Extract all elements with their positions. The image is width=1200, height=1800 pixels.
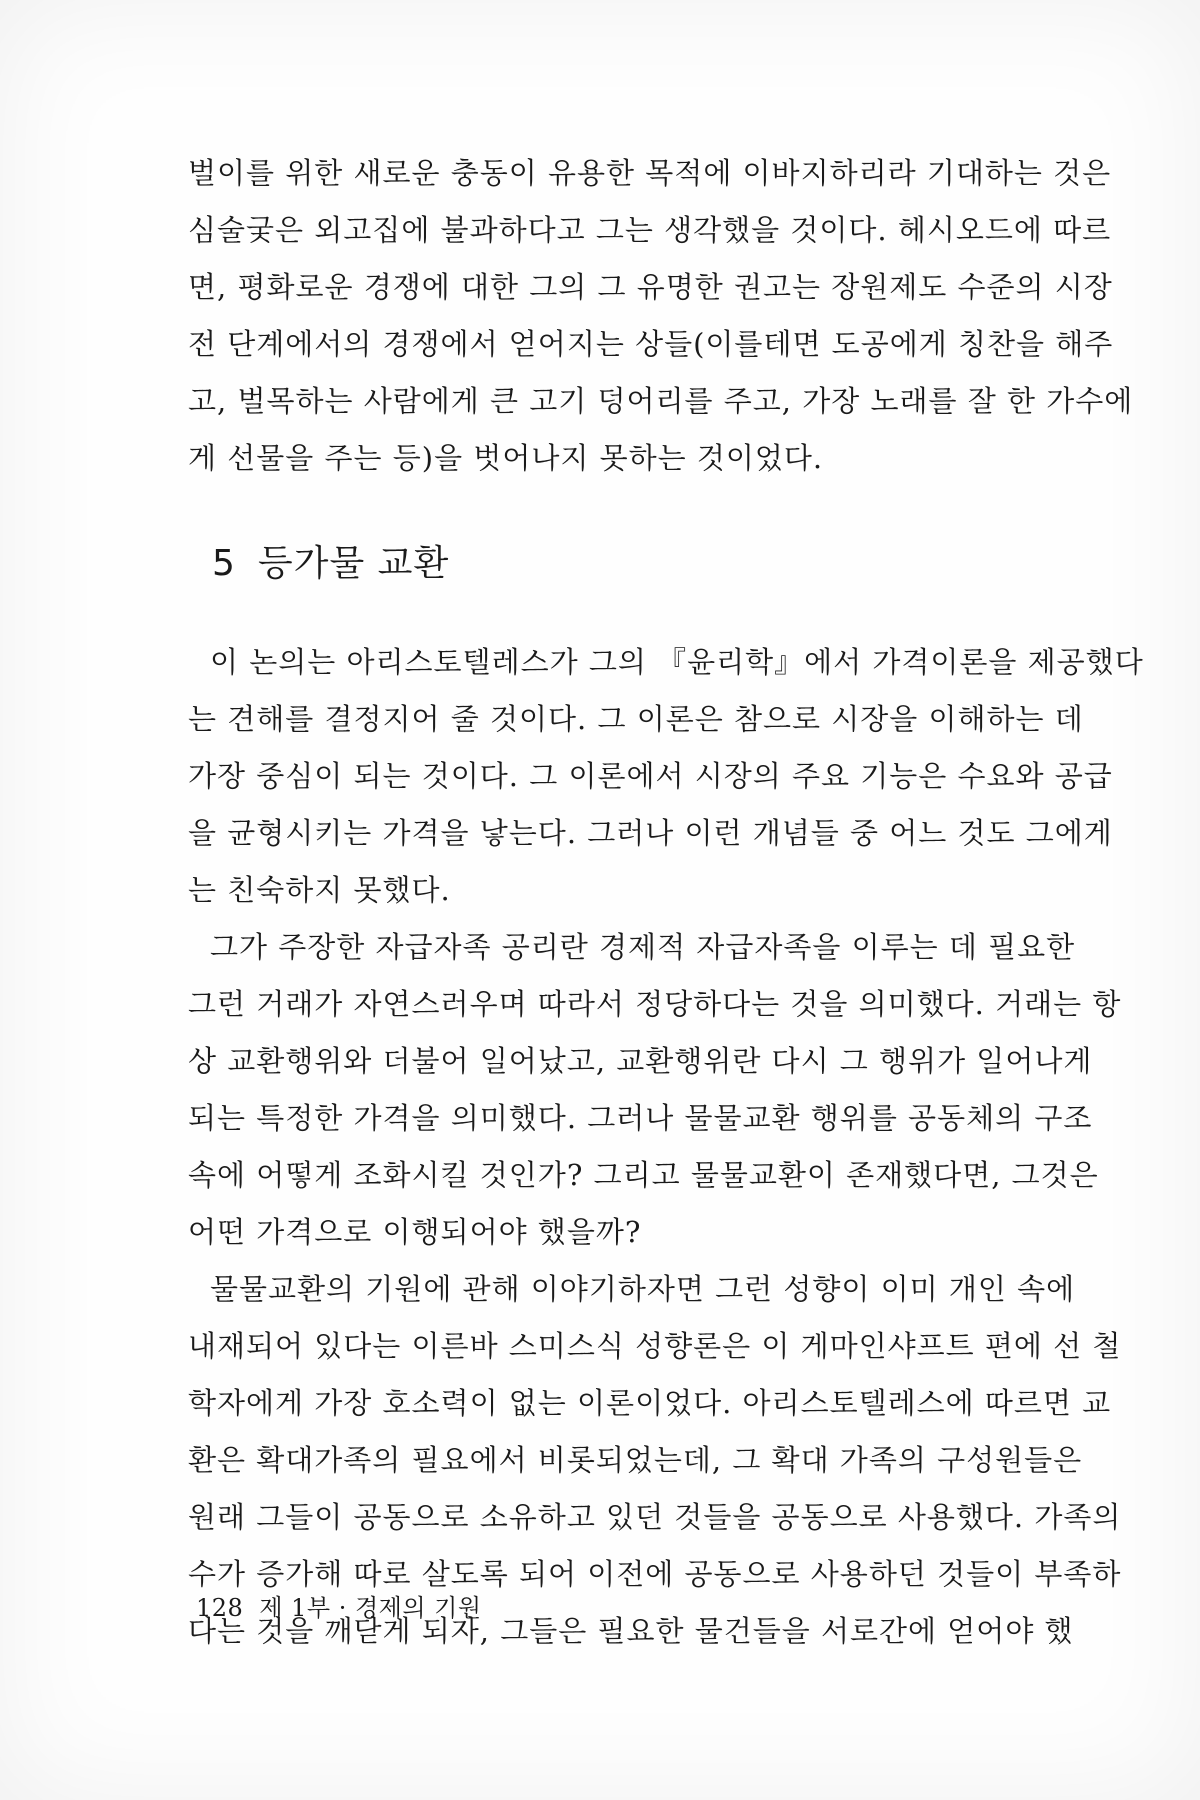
text-line: 환은 확대가족의 필요에서 비롯되었는데, 그 확대 가족의 구성원들은 bbox=[188, 1443, 1083, 1477]
text-line: 되는 특정한 가격을 의미했다. 그러나 물물교환 행위를 공동체의 구조 bbox=[188, 1101, 1093, 1135]
paragraph bbox=[188, 145, 1134, 487]
text-line: 고, 벌목하는 사람에게 큰 고기 덩어리를 주고, 가장 노래를 잘 한 가수에 bbox=[188, 384, 1134, 418]
text-line: 상 교환행위와 더불어 일어났고, 교환행위란 다시 그 행위가 일어나게 bbox=[188, 1044, 1093, 1078]
text-line: 학자에게 가장 호소력이 없는 이론이었다. 아리스토텔레스에 따르면 교 bbox=[188, 1386, 1112, 1420]
text-line: 물물교환의 기원에 관해 이야기하자면 그런 성향이 이미 개인 속에 bbox=[210, 1272, 1076, 1306]
paragraph-2 bbox=[188, 919, 1122, 1261]
paragraph-1 bbox=[188, 634, 1144, 919]
text-line: 게 선물을 주는 등)을 벗어나지 못하는 것이었다. bbox=[188, 441, 824, 475]
running-title: 제 1부 · 경제의 기원 bbox=[259, 1594, 482, 1622]
text-line: 수가 증가해 따로 살도록 되어 이전에 공동으로 사용하던 것들이 부족하 bbox=[188, 1557, 1122, 1591]
page-footer bbox=[196, 1588, 482, 1623]
text-line: 을 균형시키는 가격을 낳는다. 그러나 이런 개념들 중 어느 것도 그에게 bbox=[188, 816, 1113, 850]
text-line: 이 논의는 아리스토텔레스가 그의 『윤리학』에서 가격이론을 제공했다 bbox=[210, 645, 1144, 679]
text-line: 심술궂은 외고집에 불과하다고 그는 생각했을 것이다. 헤시오드에 따르 bbox=[188, 213, 1112, 247]
text-line: 면, 평화로운 경쟁에 대한 그의 그 유명한 권고는 장원제도 수준의 시장 bbox=[188, 270, 1113, 304]
text-line: 다는 것을 깨닫게 되자, 그들은 필요한 물건들을 서로간에 얻어야 했 bbox=[188, 1614, 1074, 1648]
text-line: 원래 그들이 공동으로 소유하고 있던 것들을 공동으로 사용했다. 가족의 bbox=[188, 1500, 1122, 1534]
section-body bbox=[188, 634, 1144, 1660]
section-heading bbox=[212, 535, 449, 586]
text-line: 그런 거래가 자연스러우며 따라서 정당하다는 것을 의미했다. 거래는 항 bbox=[188, 987, 1122, 1021]
section-number: 5 bbox=[212, 543, 236, 584]
text-line: 속에 어떻게 조화시킬 것인가? 그리고 물물교환이 존재했다면, 그것은 bbox=[188, 1158, 1099, 1192]
text-line: 그가 주장한 자급자족 공리란 경제적 자급자족을 이루는 데 필요한 bbox=[210, 930, 1076, 964]
text-line: 가장 중심이 되는 것이다. 그 이론에서 시장의 주요 기능은 수요와 공급 bbox=[188, 759, 1113, 793]
text-line: 는 친숙하지 못했다. bbox=[188, 873, 451, 907]
text-line: 어떤 가격으로 이행되어야 했을까? bbox=[188, 1215, 642, 1249]
paragraph-continued bbox=[188, 145, 1134, 487]
text-line: 전 단계에서의 경쟁에서 얻어지는 상들(이를테면 도공에게 칭찬을 해주 bbox=[188, 327, 1114, 361]
text-line: 내재되어 있다는 이른바 스미스식 성향론은 이 게마인샤프트 편에 선 철 bbox=[188, 1329, 1122, 1363]
text-line: 벌이를 위한 새로운 충동이 유용한 목적에 이바지하리라 기대하는 것은 bbox=[188, 156, 1112, 190]
text-line: 는 견해를 결정지어 줄 것이다. 그 이론은 참으로 시장을 이해하는 데 bbox=[188, 702, 1084, 736]
section-title: 등가물 교환 bbox=[257, 543, 450, 584]
page-number: 128 bbox=[196, 1594, 244, 1622]
